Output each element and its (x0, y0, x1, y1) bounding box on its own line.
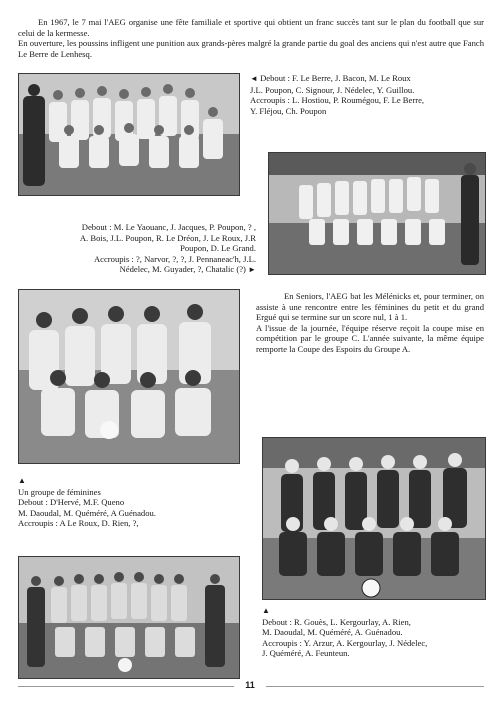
left-triangle-icon: ◄ (250, 74, 258, 83)
intro-paragraph-2: En ouverture, les poussins infligent une punition aux grands-pères malgré la grande partie du goal des anciens qui n'est autre que Fanch Le Berre de Lenhesq. (18, 38, 484, 59)
caption-line: J. Quéméré, A. Feunteun. (262, 648, 350, 659)
seniors-paragraph-2: A l'issue de la journée, l'équipe réserve reçoit la coupe mise en compétition par le groupe C. L'année suivante, la même équipe remporte la Coupe des Espoirs du Groupe A. (256, 322, 484, 354)
photo-young-team (268, 152, 486, 275)
caption-line: J.L. Poupon, C. Signour, J. Nédelec, Y. Guillou. (250, 84, 415, 95)
caption-womens-team (18, 476, 246, 529)
photo-bottom-team (18, 556, 240, 679)
caption-reserve-team (262, 606, 484, 659)
intro-text (18, 17, 484, 59)
photo-grandfathers-team (18, 73, 240, 196)
caption-line: Nédelec, M. Guyader, ?, Chatalic (?) (119, 264, 246, 275)
caption-line: Accroupis : Y. Arzur, A. Kergourlay, J. Nédelec, (262, 637, 428, 648)
caption-line: Accroupis : ?, Narvor, ?, ?, J. Pennaneac'h, J.L. (93, 253, 256, 264)
intro-paragraph-1: En 1967, le 7 mai l'AEG organise une fête familiale et sportive qui obtient un franc succès tant sur le plan du football que sur celui de la kermesse. (18, 17, 484, 38)
caption-line: Poupon, D. Le Grand. (180, 243, 256, 254)
caption-line: Un groupe de féminines (18, 486, 101, 497)
caption-line: Accroupis : L. Hostiou, P. Roumégou, F. Le Berre, (250, 95, 425, 106)
caption-line: Debout : M. Le Yaouanc, J. Jacques, P. Poupon, ? , (81, 222, 256, 232)
caption-line: Debout : R. Gouès, L. Kergourlay, A. Rien, (262, 616, 411, 627)
caption-young-team (18, 222, 256, 276)
caption-line: M. Daoudal, M. Quéméré, A. Guénadou. (262, 627, 403, 638)
caption-line: Debout : F. Le Berre, J. Bacon, M. Le Roux (260, 73, 411, 83)
right-triangle-icon: ► (248, 265, 256, 275)
photo-reserve-team (262, 437, 486, 600)
up-triangle-icon: ▲ (262, 606, 270, 615)
caption-line: A. Bois, J.L. Poupon, R. Le Dréon, J. Le Roux, J.R (79, 232, 256, 243)
caption-grandfathers (250, 73, 486, 116)
seniors-paragraph-1: En Seniors, l'AEG bat les Mélénicks et, pour terminer, on assiste à une rencontre entre les féminines du petit et du grand Ergué qui se termine sur un score nul, 1 à 1. (256, 291, 484, 323)
seniors-text (256, 291, 484, 355)
photo-womens-team (18, 289, 240, 464)
caption-line: M. Daoudal, M. Quéméré, A Guénadou. (18, 507, 156, 518)
page-number: 11 (245, 680, 255, 690)
up-triangle-icon: ▲ (18, 476, 26, 485)
caption-line: Accroupis : A Le Roux, D. Rien, ?, (18, 518, 139, 529)
caption-line: Y. Fléjou, Ch. Poupon (250, 105, 327, 116)
caption-line: Debout : D'Hervé, M.F. Queno (18, 497, 125, 508)
